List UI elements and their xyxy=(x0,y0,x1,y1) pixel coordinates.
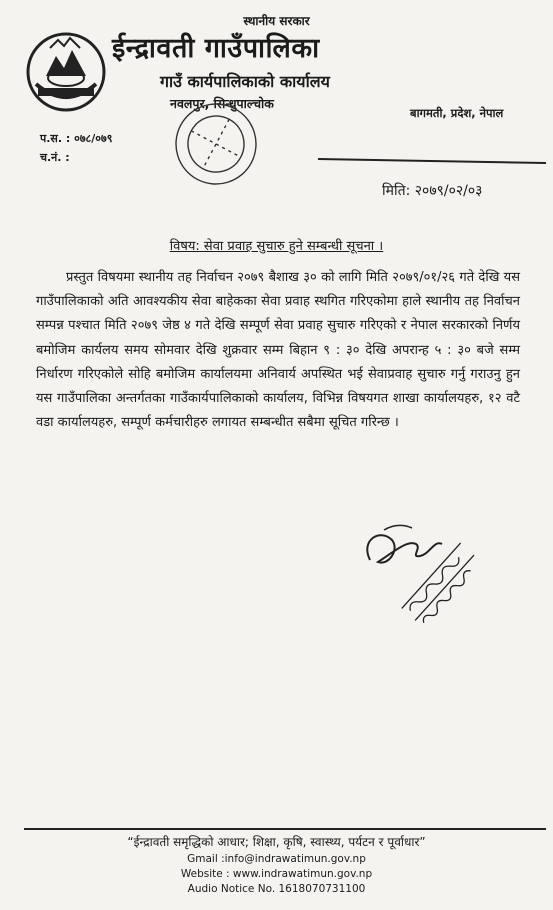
footer-motto: “ईन्द्रावती समृद्धिको आधार; शिक्षा, कृषि, स्वास्थ्य, पर्यटन र पूर्वाधार” xyxy=(127,835,426,849)
footer-divider xyxy=(24,828,546,830)
municipality-name: ईन्द्रावती गाउँपालिका xyxy=(112,33,320,64)
footer-audio-notice: Audio Notice No. 1618070731100 xyxy=(187,883,366,895)
official-signature xyxy=(350,500,490,630)
footer-website: Website : www.indrawatimun.gov.np xyxy=(180,868,373,880)
subject-text: विषय: सेवा प्रवाह सुचारु हुने सम्बन्धी सूचना । xyxy=(169,239,384,254)
office-address: नवलपुर, सिन्धुपाल्चोक xyxy=(170,96,274,111)
letter-subject xyxy=(0,236,553,254)
body-paragraph: प्रस्तुत विषयमा स्थानीय तह निर्वाचन २०७९ बैशाख ३० को लागि मिति २०७९/०१/२६ गते देखि यस गाउँपालिकाको अति आवश्यकीय सेवा बाहेकका सेवा प्रवाह स्थगित गरिएकोमा हाले स्थानीय तह निर्वाचन सम्पन्न पश्चात मिति २०७९ जेष्ठ ४ गते देखि सम्पूर्ण सेवा प्रवाह सुचारु गरिएको र नेपाल सरकारको निर्णय बमोजिम कार्यलय समय सोमवार देखि शुक्रवार सम्म बिहान ९ : ३० देखि अपरान्ह ५ : ३० बजे सम्म निर्धारण गरिएकोले सोहि बमोजिम कार्यालयमा अनिवार्य अपस्थित भई सेवाप्रवाह सुचारु गर्नु गराउनु हुन यस गाउँपालिका अन्तर्गतका गाउँकार्यपालिकाको कार्यालय, विभिन्न विषयगत शाखा कार्यालयहरु, १२ वटै वडा कार्यालयहरु, सम्पूर्ण कर्मचारीहरु लगायत सम्बन्धीत सबैमा सूचित गरिन्छ । xyxy=(36,270,520,431)
office-stamp xyxy=(168,98,264,190)
letter-body xyxy=(36,266,520,435)
province-label: बागमती, प्रदेश, नेपाल xyxy=(410,106,504,120)
footer-gmail: Gmail :info@indrawatimun.gov.np xyxy=(187,853,366,865)
office-name: गाउँ कार्यपालिकाको कार्यालय xyxy=(160,72,330,91)
government-level-label: स्थानीय सरकार xyxy=(243,14,310,28)
reference-number: प.स. : ०७८/०७९ xyxy=(40,132,113,145)
letter-date: मिति: २०७९/०२/०३ xyxy=(382,183,483,199)
dispatch-number: च.नं. : xyxy=(40,151,70,164)
nepal-emblem-logo xyxy=(24,28,108,112)
header-divider xyxy=(318,158,546,164)
